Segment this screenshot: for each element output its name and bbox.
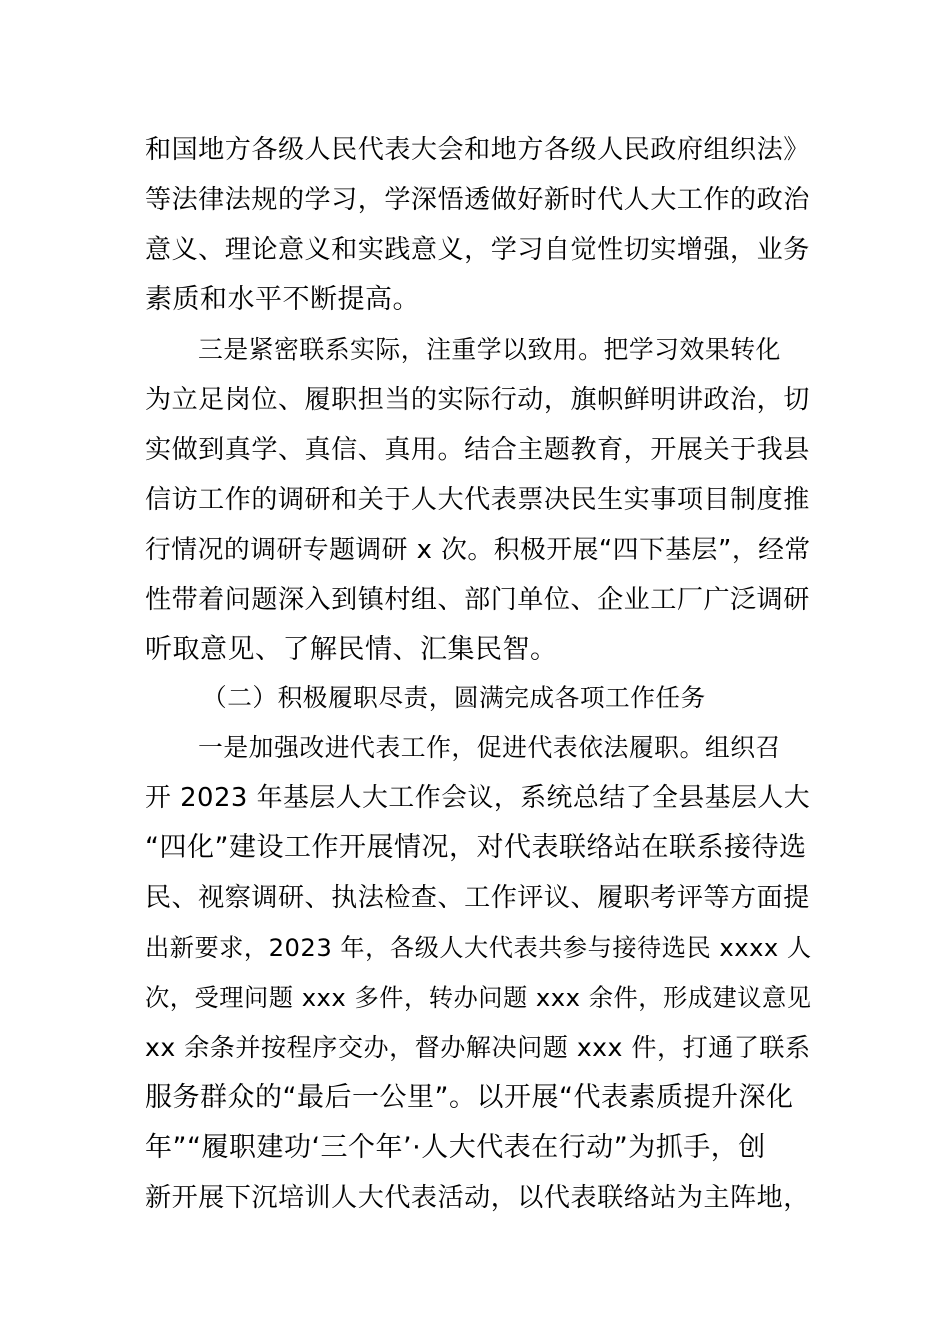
text-line-8: 信访工作的调研和关于人大代表票决民生实事项目制度推 xyxy=(145,485,810,515)
text-line-17: 出新要求，2023 年，各级人大代表共参与接待选民 xxxx 人 xyxy=(145,934,812,962)
text-line-6: 为立足岗位、履职担当的实际行动，旗帜鲜明讲政治，切 xyxy=(145,385,810,415)
section-heading: （二）积极履职尽责，圆满完成各项工作任务 xyxy=(202,683,706,712)
text-line-15: “四化”建设工作开展情况，对代表联络站在联系接待选 xyxy=(145,832,807,863)
paragraph-start-line: 一是加强改进代表工作，促进代表依法履职。组织召 xyxy=(198,733,781,762)
text-line-20: 服务群众的“最后一公里”。以开展“代表素质提升深化 xyxy=(145,1082,794,1113)
text-line-1: 和国地方各级人民代表大会和地方各级人民政府组织法》 xyxy=(145,135,810,165)
text-line-3: 意义、理论意义和实践意义，学习自觉性切实增强，业务 xyxy=(145,235,810,265)
text-line-19: xx 余条并按程序交办，督办解决问题 xxx 件，打通了联系 xyxy=(145,1033,811,1062)
text-line-7: 实做到真学、真信、真用。结合主题教育，开展关于我县 xyxy=(145,435,810,465)
paragraph-start-line: 三是紧密联系实际，注重学以致用。把学习效果转化 xyxy=(198,335,781,364)
text-line-10: 性带着问题深入到镇村组、部门单位、企业工厂广泛调研 xyxy=(145,585,810,615)
text-line-18: 次，受理问题 xxx 多件，转办问题 xxx 余件，形成建议意见 xyxy=(145,983,812,1012)
text-line-14: 开 2023 年基层人大工作会议，系统总结了全县基层人大 xyxy=(145,783,811,813)
text-line-2: 等法律法规的学习，学深悟透做好新时代人大工作的政治 xyxy=(145,185,810,215)
text-line-22: 新开展下沉培训人大代表活动，以代表联络站为主阵地， xyxy=(145,1183,810,1213)
text-line-4: 素质和水平不断提高。 xyxy=(145,284,420,315)
text-line-9: 行情况的调研专题调研 x 次。积极开展“四下基层”，经常 xyxy=(145,535,811,565)
text-line-11: 听取意见、了解民情、汇集民智。 xyxy=(145,634,558,665)
text-line-16: 民、视察调研、执法检查、工作评议、履职考评等方面提 xyxy=(145,883,810,913)
text-line-21: 年”“履职建功‘三个年’·人大代表在行动”为抓手，创 xyxy=(145,1132,766,1163)
